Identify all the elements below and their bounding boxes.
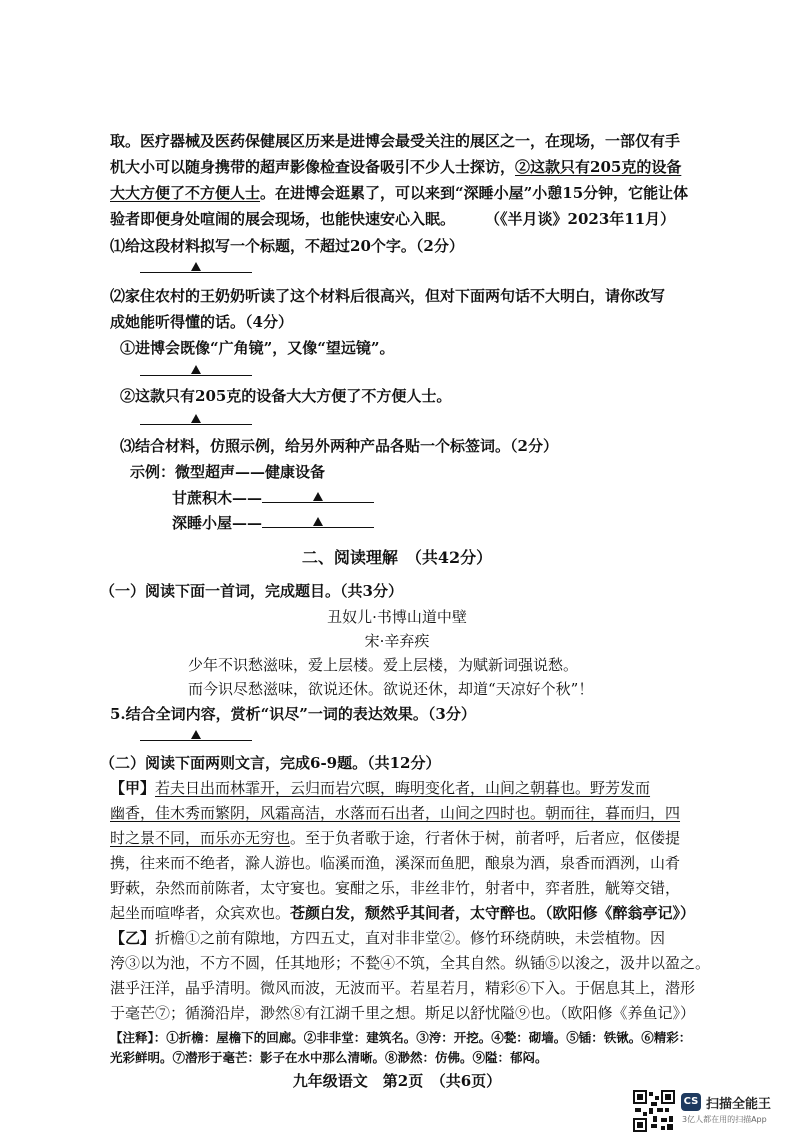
scanner-tagline: 3亿人都在用的扫描App [682, 1115, 767, 1124]
question-2-sentence-2: ②这款只有205克的设备大大方便了不方便人士。 [120, 387, 452, 405]
question-3: ⑶结合材料，仿照示例，给另外两种产品各贴一个标签词。（2分） [120, 437, 558, 455]
qr-code-icon [633, 1090, 675, 1132]
label-item: 甘蔗积木—— [172, 487, 374, 508]
question-1: ⑴给这段材料拟写一个标题，不超过20个字。（2分） [110, 237, 464, 255]
underlined-sentence: 时之景不同，而乐亦无穷也 [110, 829, 291, 847]
classical-text-line: 洿③以为池，不方不圆，任其地形；不甃④不筑，全其自然。纵锸⑤以浚之，汲井以盈之。 [110, 954, 711, 972]
answer-blank [140, 726, 252, 745]
poem-title: 丑奴儿·书博山道中壁 [327, 608, 467, 626]
page-footer: 九年级语文 第2页 （共6页） [292, 1072, 502, 1090]
scanner-app-name: 扫描全能王 [706, 1097, 772, 1112]
annotation-line: 光彩鲜明。⑦潜形于毫芒：影子在水中那么清晰。⑧渺然：仿佛。⑨隘：郁闷。 [110, 1050, 548, 1065]
classical-text-line: 【乙】折檐①之前有隙地，方四五丈，直对非非堂②。修竹环绕荫映，未尝植物。因 [110, 929, 666, 947]
scanner-logo-icon: CS [681, 1093, 701, 1111]
question-2-sentence-1: ①进博会既像“广角镜”，又像“望远镜”。 [120, 339, 395, 357]
passage-line: 机大小可以随身携带的超声影像检查设备吸引不少人士探访，②这款只有205克的设备 [110, 158, 682, 176]
source-citation: （欧阳修《醉翁亭记》） [545, 904, 696, 922]
poem-line: 而今识尽愁滋味，欲说还休。欲说还休，却道“天凉好个秋”！ [188, 680, 594, 698]
triangle-icon [191, 730, 201, 739]
source-citation: （《半月谈》2023年11月） [485, 210, 676, 228]
answer-blank [140, 361, 252, 380]
classical-text-line: 【甲】若夫日出而林霏开，云归而岩穴暝，晦明变化者，山间之朝暮也。野芳发而 [110, 779, 651, 797]
triangle-icon [313, 492, 323, 501]
underlined-sentence: ②这款只有205克的设备 [515, 158, 682, 176]
classical-text-line [110, 802, 680, 823]
example-line: 示例：微型超声——健康设备 [130, 463, 326, 481]
poem-line: 少年不识愁滋味，爱上层楼。爱上层楼，为赋新词强说愁。 [188, 656, 579, 674]
passage-line: 取。医疗器械及医药保健展区历来是进博会最受关注的展区之一，在现场，一部仅有手 [110, 132, 681, 150]
answer-blank [140, 410, 252, 429]
triangle-icon [191, 262, 201, 271]
question-2: ⑵家住农村的王奶奶听读了这个材料后很高兴，但对下面两句话不大明白，请你改写 [110, 287, 666, 305]
triangle-icon [191, 365, 201, 374]
part-heading: （二）阅读下面两则文言，完成6-9题。（共12分） [100, 754, 441, 772]
classical-text-line: 野蔌，杂然而前陈者，太守宴也。宴酣之乐，非丝非竹，射者中，弈者胜，觥筹交错， [110, 879, 681, 897]
section-title: 二、阅读理解 （共42分） [301, 548, 493, 567]
classical-text-line: 起坐而喧哗者，众宾欢也。苍颜白发，颓然乎其间者，太守醉也。（欧阳修《醉翁亭记》） [110, 904, 696, 922]
question-2: 成她能听得懂的话。（4分） [110, 313, 293, 331]
passage-line: 大大方便了不方便人士。在进博会逛累了，可以来到“深睡小屋”小憩15分钟，它能让体 [110, 184, 689, 202]
answer-blank [140, 258, 252, 277]
classical-text-line: 于毫芒⑦；循漪沿岸，渺然⑧有江湖千里之想。斯足以舒忧隘⑨也。（欧阳修《养鱼记》） [110, 1004, 696, 1022]
triangle-icon [191, 414, 201, 423]
part-heading: （一）阅读下面一首词，完成题目。（共3分） [100, 582, 403, 600]
poem-author: 宋·辛弃疾 [364, 632, 430, 650]
classical-text-line: 时之景不同，而乐亦无穷也。至于负者歌于途，行者休于树，前者呼，后者应，伛偻提 [110, 829, 681, 847]
underlined-sentence: 大大方便了不方便人士 [110, 184, 261, 202]
label-item: 深睡小屋—— [172, 512, 374, 533]
underlined-sentence: 幽香，佳木秀而繁阴，风霜高洁，水落而石出者，山间之四时也。朝而往，暮而归，四 [110, 804, 681, 822]
annotation-line: 【注释】：①折檐：屋檐下的回廊。②非非堂：建筑名。③洿：开挖。④甃：砌墙。⑤锸：铁锹。⑥精彩： [110, 1030, 692, 1045]
question-5: 5.结合全词内容，赏析“识尽”一词的表达效果。（3分） [110, 705, 476, 723]
classical-text-line: 湛乎汪洋，晶乎清明。微风而波，无波而平。若星若月，精彩⑥下入。于倨息其上，潜形 [110, 979, 696, 997]
classical-text-line: 携，往来而不绝者，滁人游也。临溪而渔，溪深而鱼肥，酿泉为酒，泉香而酒洌，山肴 [110, 854, 681, 872]
underlined-sentence: 若夫日出而林霏开，云归而岩穴暝，晦明变化者，山间之朝暮也。野芳发而 [155, 779, 651, 797]
triangle-icon [313, 517, 323, 526]
passage-line: 验者即便身处喧闹的展会现场，也能快速安心入眠。 （《半月谈》2023年11月） [110, 210, 676, 228]
